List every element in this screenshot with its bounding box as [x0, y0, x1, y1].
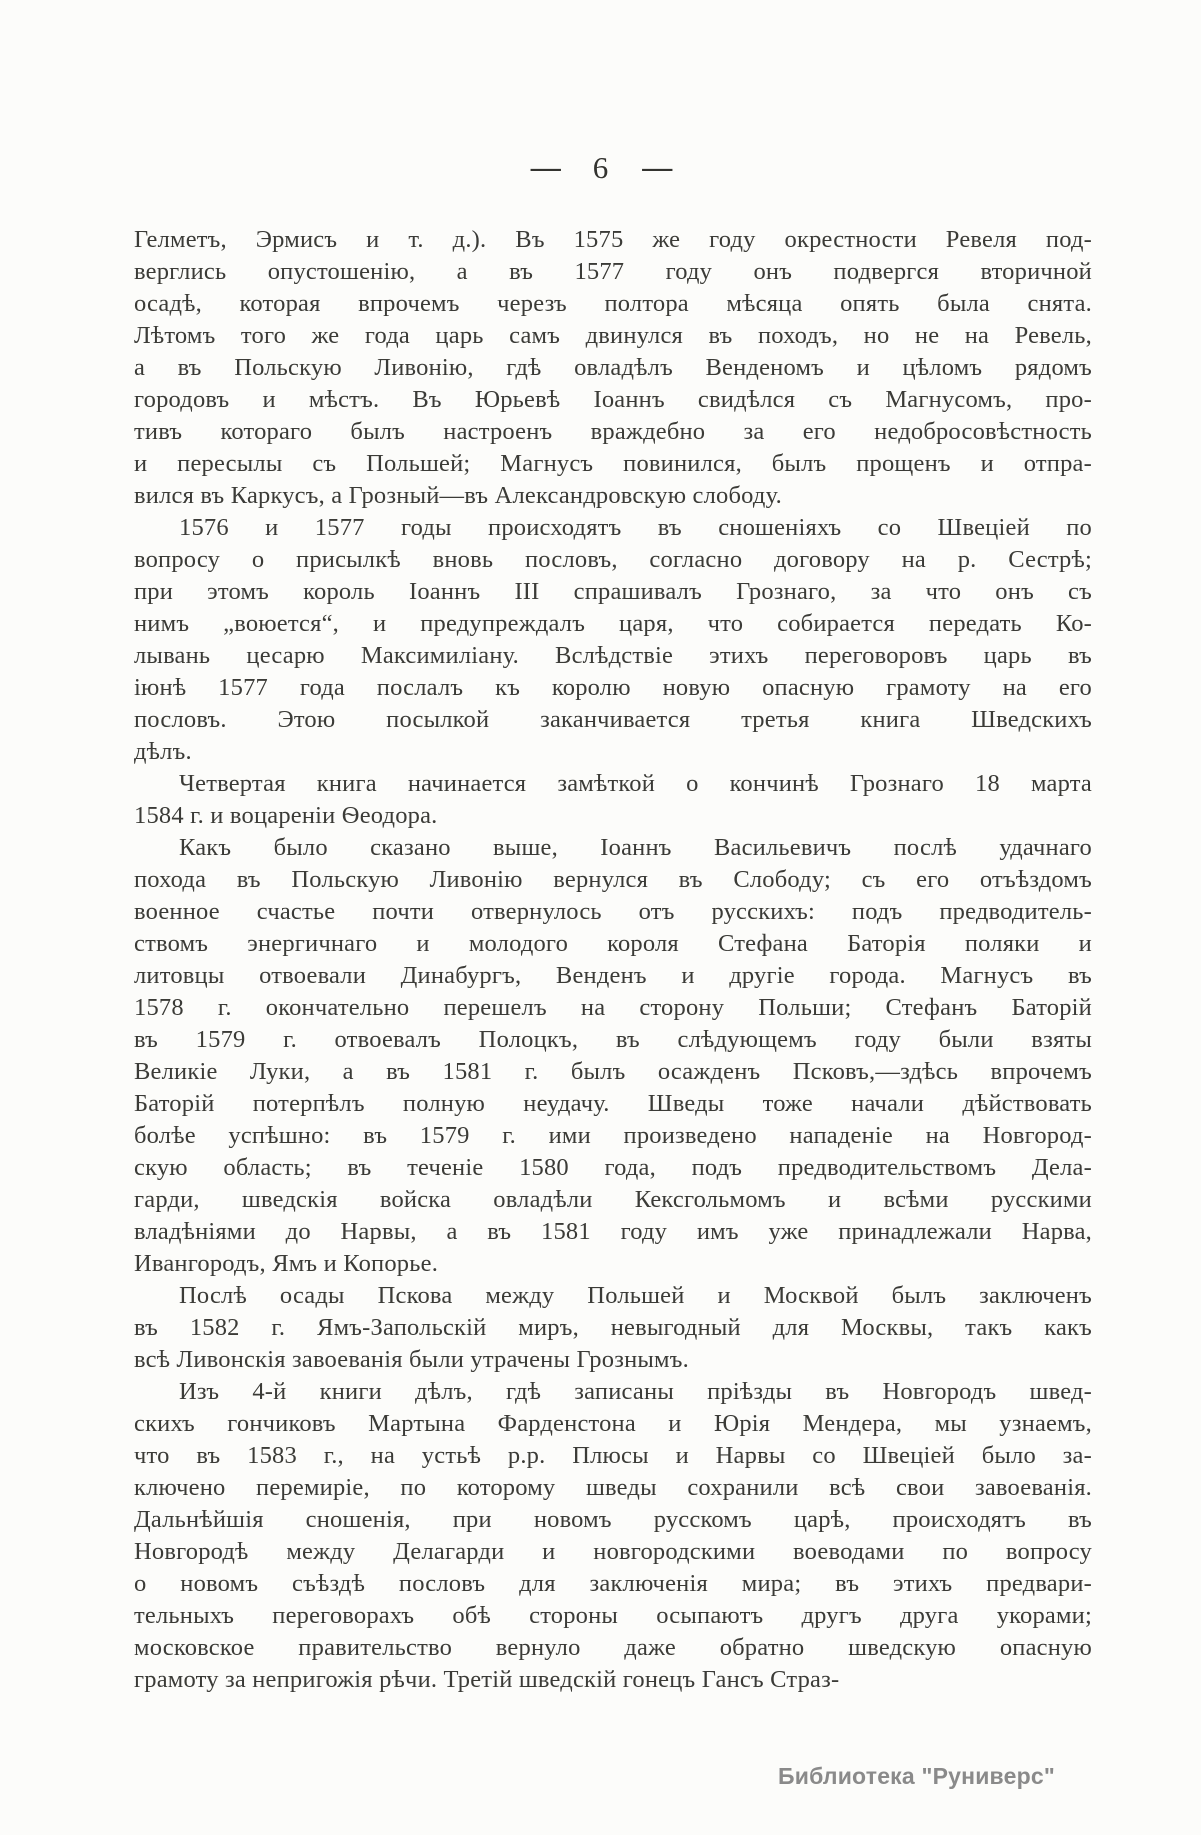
text-line: литовцы отвоевали Динабургъ, Венденъ и другіе города. Магнусъ въ [134, 962, 1092, 989]
text-line: Баторій потерпѣлъ полную неудачу. Шведы тоже начали дѣйствовать [134, 1090, 1092, 1117]
text-line: грамоту за непригожія рѣчи. Третій шведскій гонецъ Гансъ Страз- [134, 1666, 840, 1693]
library-watermark: Библиотека "Руниверс" [778, 1763, 1055, 1789]
text-line: всѣ Ливонскія завоеванія были утрачены Грознымъ. [134, 1346, 689, 1373]
text-line: владѣніями до Нарвы, а въ 1581 году имъ уже принадлежали Нарва, [134, 1218, 1092, 1245]
page-header [0, 150, 1201, 186]
body-text-block [134, 224, 1092, 1696]
text-line: болѣе успѣшно: въ 1579 г. ими произведено нападеніе на Новгород- [134, 1122, 1092, 1149]
text-line: 1576 и 1577 годы происходятъ въ сношеніяхъ со Швеціей по [179, 514, 1092, 541]
text-line: ствомъ энергичнаго и молодого короля Стефана Баторія поляки и [134, 930, 1092, 957]
text-line: тельныхъ переговорахъ обѣ стороны осыпаютъ другъ друга укорами; [134, 1602, 1092, 1629]
text-line: Дальнѣйшія сношенія, при новомъ русскомъ царѣ, происходятъ въ [134, 1506, 1092, 1533]
text-line: осадѣ, которая впрочемъ черезъ полтора мѣсяца опять была снята. [134, 290, 1092, 317]
text-line: о новомъ съѣздѣ пословъ для заключенія мира; въ этихъ предвари- [134, 1570, 1092, 1597]
text-line: Гелметъ, Эрмисъ и т. д.). Въ 1575 же году окрестности Ревеля под- [134, 226, 1092, 253]
text-line: Четвертая книга начинается замѣткой о кончинѣ Грознаго 18 марта [179, 770, 1092, 797]
text-line: московское правительство вернуло даже обратно шведскую опасную [134, 1634, 1092, 1661]
text-line: въ 1582 г. Ямъ-Запольскій миръ, невыгодный для Москвы, такъ какъ [134, 1314, 1092, 1341]
text-line: что въ 1583 г., на устьѣ р.р. Плюсы и Нарвы со Швеціей было за- [134, 1442, 1092, 1469]
text-line: Послѣ осады Пскова между Польшей и Москвой былъ заключенъ [179, 1282, 1092, 1309]
page-number: 6 [592, 150, 609, 185]
text-line: похода въ Польскую Ливонію вернулся въ Слободу; съ его отъѣздомъ [134, 866, 1092, 893]
text-line: городовъ и мѣстъ. Въ Юрьевѣ Іоаннъ свидѣлся съ Магнусомъ, про- [134, 386, 1092, 413]
header-right-dash: — [642, 151, 671, 184]
text-line: дѣлъ. [134, 738, 192, 765]
text-line: верглись опустошенію, а въ 1577 году онъ подвергся вторичной [134, 258, 1092, 285]
text-line: 1584 г. и воцареніи Ѳеодора. [134, 802, 438, 829]
text-line: военное счастье почти отвернулось отъ русскихъ: подъ предводитель- [134, 898, 1092, 925]
text-line: Великіе Луки, а въ 1581 г. былъ осажденъ Псковъ,—здѣсь впрочемъ [134, 1058, 1092, 1085]
text-line: ключено перемиріе, по которому шведы сохранили всѣ свои завоеванія. [134, 1474, 1092, 1501]
text-line: іюнѣ 1577 года послалъ къ королю новую опасную грамоту на его [134, 674, 1092, 701]
text-line: Изъ 4-й книги дѣлъ, гдѣ записаны пріѣзды въ Новгородъ швед- [179, 1378, 1092, 1405]
text-line: пословъ. Этою посылкой заканчивается третья книга Шведскихъ [134, 706, 1092, 733]
text-line: скую область; въ теченіе 1580 года, подъ предводительствомъ Дела- [134, 1154, 1092, 1181]
text-line: гарди, шведскія войска овладѣли Кексгольмомъ и всѣми русскими [134, 1186, 1092, 1213]
text-line: скихъ гончиковъ Мартына Фарденстона и Юрія Мендера, мы узнаемъ, [134, 1410, 1092, 1437]
text-line: и пересылы съ Польшей; Магнусъ повинился, былъ прощенъ и отпра- [134, 450, 1092, 477]
text-line: Какъ было сказано выше, Іоаннъ Васильевичъ послѣ удачнаго [179, 834, 1092, 861]
text-line: лывань цесарю Максимиліану. Вслѣдствіе этихъ переговоровъ царь въ [134, 642, 1092, 669]
text-line: Новгородѣ между Делагарди и новгородскими воеводами по вопросу [134, 1538, 1092, 1565]
text-line: Ивангородъ, Ямъ и Копорье. [134, 1250, 439, 1277]
text-line: а въ Польскую Ливонію, гдѣ овладѣлъ Венденомъ и цѣломъ рядомъ [134, 354, 1092, 381]
header-left-dash: — [530, 151, 559, 184]
text-line: вопросу о присылкѣ вновь пословъ, согласно договору на р. Сестрѣ; [134, 546, 1092, 573]
text-line: нимъ „воюется“, и предупреждалъ царя, что собирается передать Ко- [134, 610, 1092, 637]
text-line: 1578 г. окончательно перешелъ на сторону Польши; Стефанъ Баторій [134, 994, 1092, 1021]
text-line: при этомъ король Іоаннъ III спрашивалъ Грознаго, за что онъ съ [134, 578, 1092, 605]
text-line: Лѣтомъ того же года царь самъ двинулся въ походъ, но не на Ревель, [134, 322, 1092, 349]
text-line: вился въ Каркусъ, а Грозный—въ Александровскую слободу. [134, 482, 782, 509]
text-line: тивъ котораго былъ настроенъ враждебно за его недобросовѣстность [134, 418, 1092, 445]
text-line: въ 1579 г. отвоевалъ Полоцкъ, въ слѣдующемъ году были взяты [134, 1026, 1092, 1053]
